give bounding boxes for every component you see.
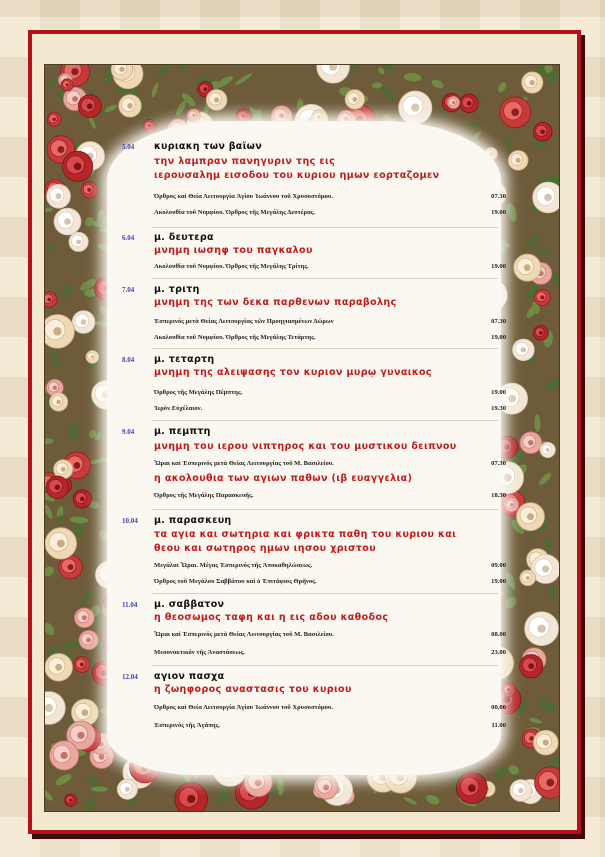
feast-line: μνημη της αλειψασης τον κυριον μυρῳ γυναικος <box>154 367 432 378</box>
service-text: Όρθρος καὶ Θεία Λειτουργία Ἁγίου Ἰωάννου τοῦ Χρυσοστόμου. <box>154 193 333 200</box>
day-date: 8.04 <box>122 356 135 364</box>
day-date: 9.04 <box>122 428 135 436</box>
service-time: 19.00 <box>491 389 506 396</box>
service-text: Όρθρος τοῦ Μεγάλου Σαββάτου καὶ ὁ Ἐπιτάφιος Θρῆνος. <box>154 578 317 585</box>
feast-line: μνημη της των δεκα παρθενων παραβολης <box>154 297 397 308</box>
day-name: μ. σαββατον <box>154 599 225 610</box>
feast-line: ιερουσαλημ εισοδου του κυριου ημων εορταζομεν <box>154 170 440 181</box>
service-row <box>154 263 506 275</box>
service-time: 09.00 <box>491 562 506 569</box>
service-row <box>154 209 506 221</box>
service-row <box>154 649 506 661</box>
day-name: μ. δευτερα <box>154 232 214 243</box>
service-row <box>154 578 506 590</box>
service-row <box>154 405 506 417</box>
day-name: μ. πεμπτη <box>154 426 211 437</box>
service-row <box>154 389 506 401</box>
feast-line: η ακολουθια των αγιων παθων (ιβ ευαγγελια) <box>154 473 413 484</box>
service-row <box>154 193 506 205</box>
day-date: 10.04 <box>122 517 138 525</box>
divider <box>152 509 498 510</box>
day-date: 6.04 <box>122 234 135 242</box>
service-time: 11.00 <box>491 722 506 729</box>
day-name: μ. τριτη <box>154 284 200 295</box>
service-time: 23.00 <box>491 649 506 656</box>
service-row <box>154 722 506 734</box>
feast-line: μνημη ιωσηφ του παγκαλου <box>154 245 313 256</box>
service-row <box>154 492 506 504</box>
service-text: Όρθρος τῆς Μεγάλης Πέμπτης. <box>154 389 243 396</box>
service-row <box>154 318 506 330</box>
service-text: Ακολουθία τοῦ Νυμφίου. Όρθρος τῆς Μεγάλης Τετάρτης. <box>154 334 316 341</box>
divider <box>152 227 498 228</box>
service-text: Όρθρος τῆς Μεγάλης Παρασκευῆς. <box>154 492 254 499</box>
feast-line: τα αγια και σωτηρια και φρικτα παθη του κυριου και <box>154 529 457 540</box>
service-text: Ἱερὸν Εὐχέλαιον. <box>154 405 203 412</box>
day-name: αγιον πασχα <box>154 671 225 682</box>
service-row <box>154 460 506 472</box>
divider <box>152 278 498 279</box>
divider <box>152 420 498 421</box>
service-time: 18.30 <box>491 492 506 499</box>
day-date: 11.04 <box>122 601 138 609</box>
service-row <box>154 631 506 643</box>
service-text: Ἑσπερινός μετὰ Θείας Λειτουργίας τῶν Προηγιασμένων Δώρων <box>154 318 334 325</box>
divider <box>152 348 498 349</box>
service-text: Μεσονυκτικόν τῆς Ἀναστάσεως. <box>154 649 245 656</box>
service-row <box>154 334 506 346</box>
divider <box>152 665 498 666</box>
service-time: 19.30 <box>491 405 506 412</box>
service-time: 19.00 <box>491 263 506 270</box>
service-time: 07.30 <box>491 193 506 200</box>
divider <box>152 593 498 594</box>
day-name: κυριακη των βαϊων <box>154 141 262 152</box>
service-text: Ὧραι καὶ Ἑσπερινός μετὰ Θείας Λειτουργίας τοῦ Μ. Βασιλείου. <box>154 631 334 638</box>
service-text: Μεγάλαι Ὧραι. Μέγας Ἑσπερινός τῆς Ἀποκαθηλώσεως. <box>154 562 313 569</box>
service-row <box>154 562 506 574</box>
service-text: Ὧραι καὶ Ἑσπερινός μετὰ Θείας Λειτουργίας τοῦ Μ. Βασιλείου. <box>154 460 334 467</box>
service-time: 08.00 <box>491 631 506 638</box>
service-row <box>154 704 506 716</box>
service-time: 19.00 <box>491 578 506 585</box>
service-text: Ἑσπερινός τῆς Ἀγάπης. <box>154 722 221 729</box>
day-date: 7.04 <box>122 286 135 294</box>
service-time: 07.30 <box>491 460 506 467</box>
day-date: 12.04 <box>122 673 138 681</box>
service-text: Ακολουθία τοῦ Νυμφίου. Όρθρος τῆς Μεγάλης Δευτέρας. <box>154 209 316 216</box>
feast-line: η θεοσωμος ταφη και η εις αδου καθοδος <box>154 612 389 623</box>
day-name: μ. τεταρτη <box>154 354 215 365</box>
feast-line: θεου και σωτηρος ημων ιησου χριστου <box>154 543 377 554</box>
day-name: μ. παρασκευη <box>154 515 232 526</box>
service-time: 07.30 <box>491 318 506 325</box>
service-text: Όρθρος καὶ Θεία Λειτουργία Ἁγίου Ἰωάννου τοῦ Χρυσοστόμου. <box>154 704 333 711</box>
day-date: 5.04 <box>122 143 135 151</box>
feast-line: η ζωηφορος αναστασις του κυριου <box>154 684 352 695</box>
feast-line: την λαμπραν πανηγυριν της εις <box>154 156 336 167</box>
service-time: 19.00 <box>491 209 506 216</box>
feast-line: μνημη του ιερου νιπτηρος και του μυστικου δειπνου <box>154 441 457 452</box>
service-time: 00.00 <box>491 704 506 711</box>
service-time: 19.00 <box>491 334 506 341</box>
service-text: Ακολουθία τοῦ Νυμφίου. Όρθρος τῆς Μεγάλης Τρίτης. <box>154 263 309 270</box>
